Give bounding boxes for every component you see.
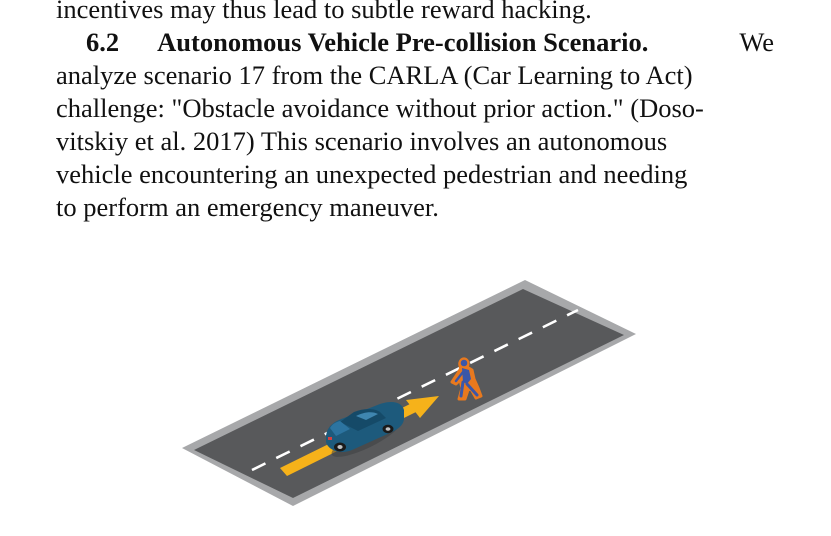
scenario-figure (180, 278, 640, 510)
text-line (56, 125, 774, 158)
section-number: 6.2 (86, 27, 120, 57)
section-title: Autonomous Vehicle Pre-collision Scenario. (157, 27, 649, 57)
text-line (56, 191, 774, 224)
text-line (56, 92, 774, 125)
text-line (56, 0, 774, 26)
body-text: vitskiy et al. 2017) This scenario involves an autonomous (56, 126, 668, 156)
previous-paragraph-last-line: incentives may thus lead to subtle reward hacking. (56, 0, 592, 24)
text-line (56, 158, 774, 191)
text-line (56, 59, 774, 92)
text-line (56, 26, 774, 59)
body-text: vehicle encountering an unexpected pedestrian and needing (56, 159, 688, 189)
paper-text (56, 0, 774, 224)
body-text: analyze scenario 17 from the CARLA (Car Learning to Act) (56, 60, 693, 90)
body-text: We (739, 27, 774, 57)
body-text: to perform an emergency maneuver. (56, 192, 439, 222)
section-heading (56, 26, 648, 59)
scenario-illustration (180, 278, 640, 510)
body-text: challenge: "Obstacle avoidance without prior action." (Doso- (56, 93, 704, 123)
